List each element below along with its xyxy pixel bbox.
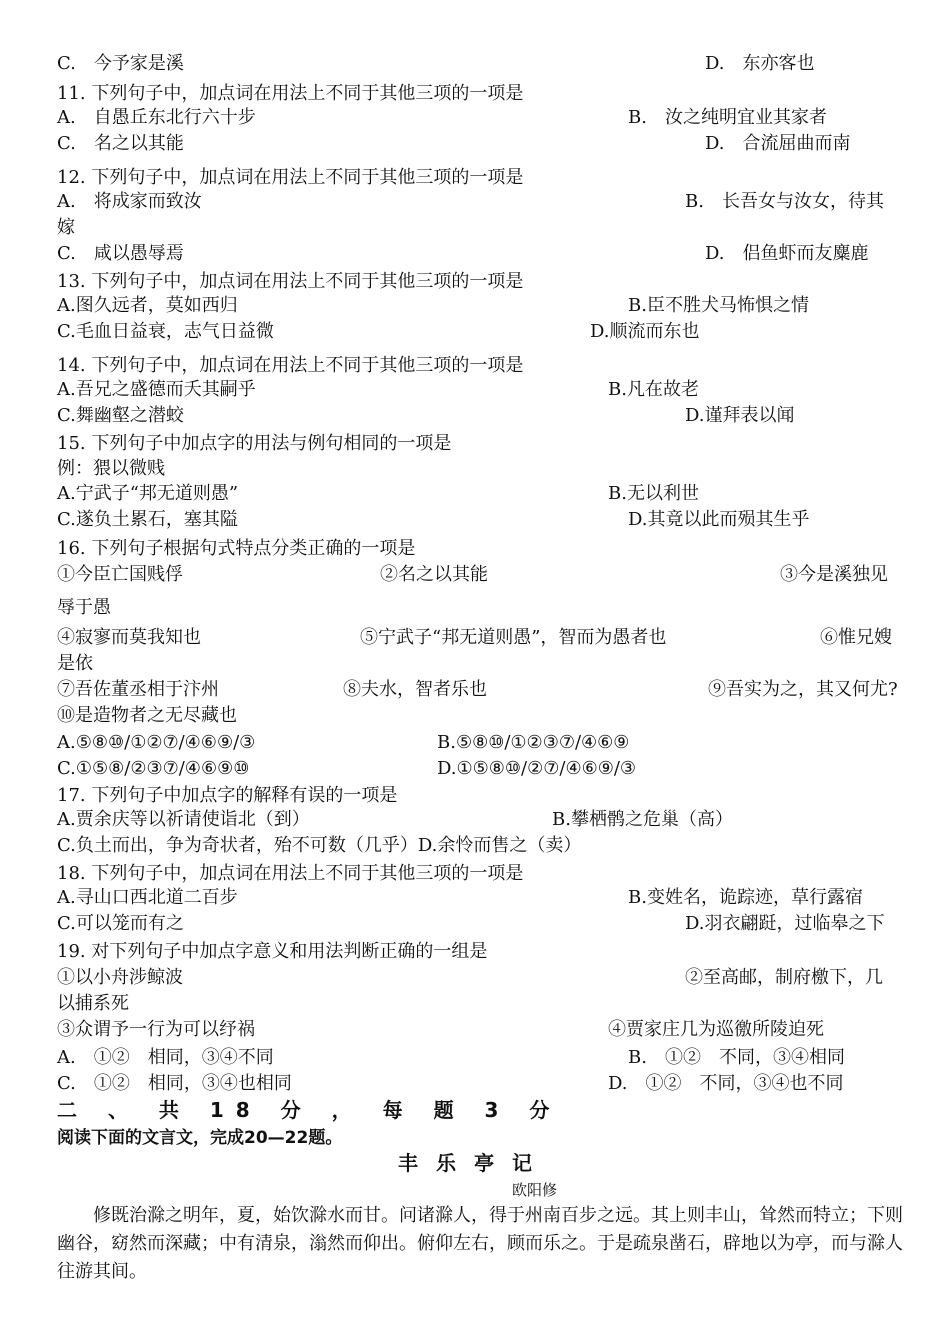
- question-line: B.变姓名，诡踪迹，草行露宿: [628, 887, 863, 908]
- question-line: C.负土而出，争为奇状者，殆不可数（几乎）D.余怜而售之（卖）: [57, 835, 582, 856]
- question-line: A. 自愚丘东北行六十步: [57, 107, 256, 128]
- question-line: 19. 对下列句子中加点字意义和用法判断正确的一组是: [57, 941, 488, 962]
- question-line: C.毛血日益衰，志气日益微: [57, 321, 274, 342]
- question-line: B.⑤⑧⑩/①②③⑦/④⑥⑨: [437, 732, 630, 753]
- question-line: A.吾兄之盛德而夭其嗣乎: [57, 379, 256, 400]
- question-line: 16. 下列句子根据句式特点分类正确的一项是: [57, 538, 416, 559]
- question-line: B.无以利世: [608, 483, 699, 504]
- question-line: ③今是溪独见: [780, 564, 888, 585]
- question-line: 11. 下列句子中，加点词在用法上不同于其他三项的一项是: [57, 83, 524, 104]
- question-line: B. ①② 不同，③④相同: [628, 1047, 845, 1068]
- question-line: A.⑤⑧⑩/①②⑦/④⑥⑨/③: [57, 732, 256, 753]
- question-line: ⑨吾实为之，其又何尤?: [708, 679, 898, 700]
- question-line: 17. 下列句子中加点字的解释有误的一项是: [57, 785, 398, 806]
- question-line: D. 合流屈曲而南: [705, 133, 851, 154]
- passage-text: 修既治滁之明年，夏，始饮滁水而甘。问诸滁人，得于州南百步之远。其上则丰山，耸然而特立；下则幽谷，窈然而深藏；中有清泉，滃然而仰出。俯仰左右，顾而乐之。于是疏泉凿石，辟地以为亭，而与滁人往游其间。: [57, 1205, 903, 1282]
- question-line: ④贾家庄几为巡徼所陵迫死: [608, 1019, 824, 1040]
- question-line: 13. 下列句子中，加点词在用法上不同于其他三项的一项是: [57, 271, 524, 292]
- question-line: C.遂负土累石，塞其隘: [57, 509, 238, 530]
- question-line: A. 将成家而致汝: [57, 191, 202, 212]
- question-line: A.寻山口西北道二百步: [57, 887, 238, 908]
- question-line: 15. 下列句子中加点字的用法与例句相同的一项是: [57, 433, 452, 454]
- question-line: ⑩是造物者之无尽藏也: [57, 705, 237, 726]
- question-line: ④寂寥而莫我知也: [57, 627, 201, 648]
- question-line: 18. 下列句子中，加点词在用法上不同于其他三项的一项是: [57, 863, 524, 884]
- passage-author: 欧阳修: [512, 1181, 558, 1199]
- question-line: ②名之以其能: [380, 564, 488, 585]
- question-line: C.舞幽壑之潜蛟: [57, 405, 184, 426]
- question-line: D. ①② 不同，③④也不同: [608, 1073, 844, 1094]
- question-line: ⑦吾佐董丞相于汴州: [57, 679, 219, 700]
- question-line: A.宁武子“邦无道则愚”: [57, 483, 239, 504]
- question-line: 嫁: [57, 217, 75, 238]
- question-line: 是依: [57, 653, 93, 674]
- question-line: B.凡在故老: [608, 379, 699, 400]
- question-line: C. 名之以其能: [57, 133, 184, 154]
- section-heading: 二 、 共 18 分 ， 每 题 3 分: [57, 1098, 562, 1122]
- question-line: B.攀栖鹘之危巢（高）: [552, 809, 733, 830]
- question-line: D.①⑤⑧⑩/②⑦/④⑥⑨/③: [437, 758, 637, 779]
- question-line: D.其竟以此而殒其生乎: [628, 509, 810, 530]
- question-line: ②至高邮，制府檄下，几: [685, 967, 883, 988]
- question-line: ③众谓予一行为可以纾祸: [57, 1019, 255, 1040]
- question-line: ⑧夫水，智者乐也: [343, 679, 487, 700]
- question-line: B. 汝之纯明宜业其家者: [628, 107, 827, 128]
- question-line: D.谨拜表以闻: [685, 405, 795, 426]
- question-line: C.①⑤⑧/②③⑦/④⑥⑨⑩: [57, 758, 250, 779]
- question-line: C.可以笼而有之: [57, 913, 184, 934]
- question-line: 12. 下列句子中，加点词在用法上不同于其他三项的一项是: [57, 167, 524, 188]
- question-line: ①今臣亡国贱俘: [57, 564, 183, 585]
- question-line: B. 长吾女与汝女，待其: [685, 191, 884, 212]
- question-line: 以捕系死: [57, 993, 129, 1014]
- question-line: 14. 下列句子中，加点词在用法上不同于其他三项的一项是: [57, 355, 524, 376]
- question-line: A.贾余庆等以祈请使诣北（到）: [57, 809, 310, 830]
- question-line: D.羽衣翩跹，过临皋之下: [685, 913, 885, 934]
- question-line: C. ①② 相同，③④也相同: [57, 1073, 292, 1094]
- section-instruction: 阅读下面的文言文，完成20—22题。: [57, 1128, 343, 1148]
- question-line: ①以小舟涉鲸波: [57, 967, 183, 988]
- question-line: D. 侣鱼虾而友麋鹿: [705, 243, 869, 264]
- question-line: D.顺流而东也: [590, 321, 700, 342]
- question-line: 辱于愚: [57, 597, 111, 618]
- passage-title: 丰乐亭记: [398, 1151, 550, 1175]
- question-line: C. 今予家是溪: [57, 53, 184, 74]
- question-line: A.图久远者，莫如西归: [57, 295, 238, 316]
- question-line: ⑥惟兄嫂: [820, 627, 892, 648]
- question-line: B.臣不胜犬马怖惧之情: [628, 295, 809, 316]
- question-line: D. 东亦客也: [705, 53, 815, 74]
- question-line: 例：猥以微贱: [57, 458, 165, 479]
- question-line: C. 咸以愚辱焉: [57, 243, 184, 264]
- question-line: A. ①② 相同，③④不同: [57, 1047, 274, 1068]
- question-line: ⑤宁武子“邦无道则愚”，智而为愚者也: [360, 627, 667, 648]
